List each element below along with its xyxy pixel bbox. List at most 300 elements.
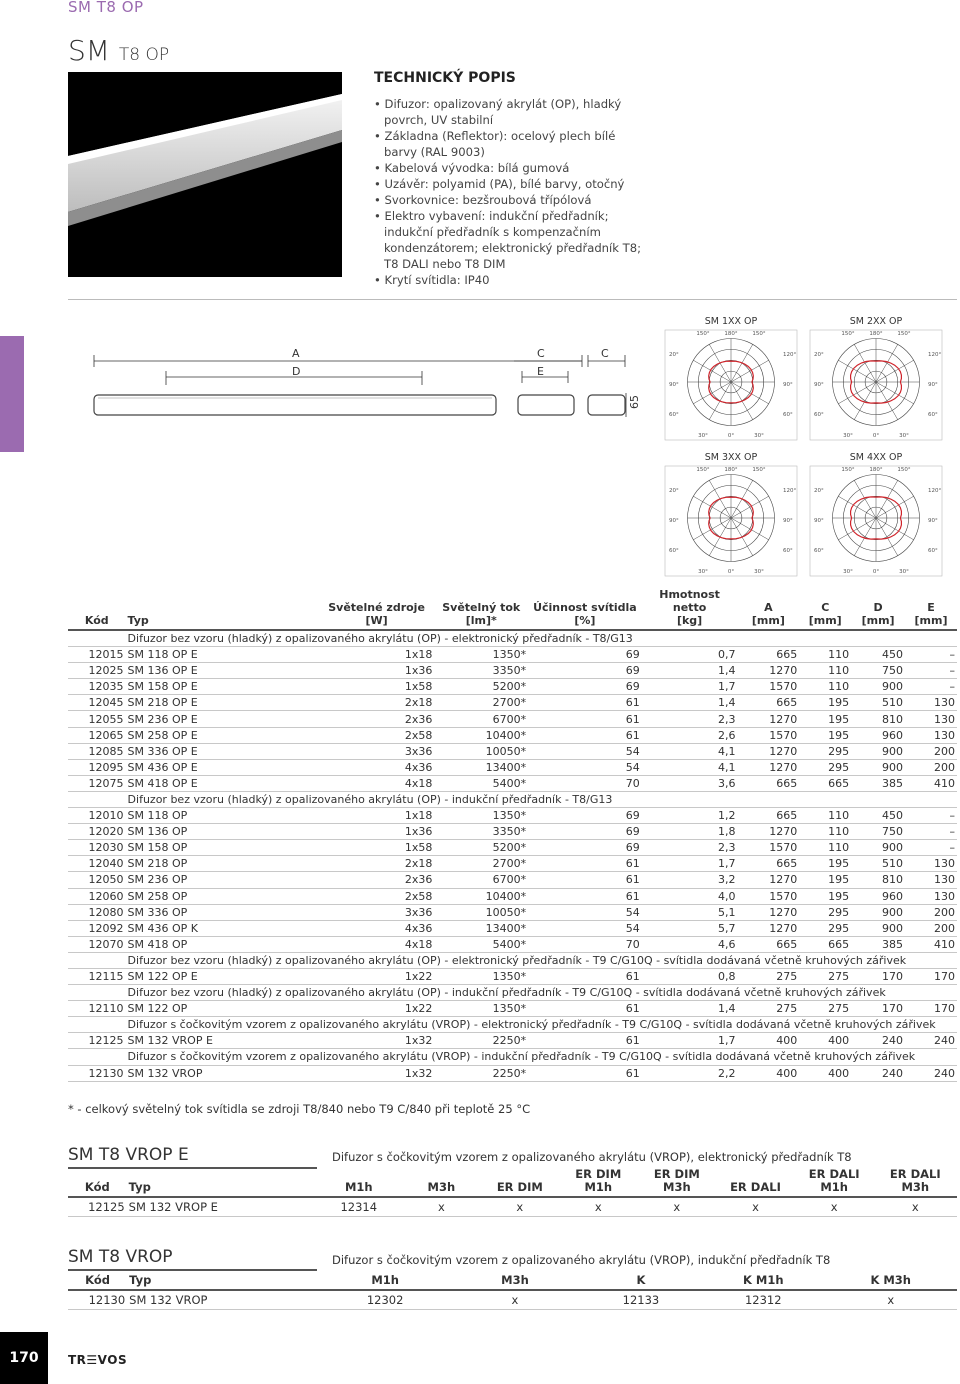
polar-angle: 180°	[869, 467, 883, 473]
table-cell: 69	[528, 647, 642, 663]
table-row	[68, 759, 957, 775]
polar-angle: 30°	[698, 569, 708, 575]
column-header: ER DIM	[481, 1167, 559, 1197]
table-cell: SM 132 VROP E	[126, 1033, 319, 1049]
table-cell: 170	[905, 968, 957, 984]
group-label: Difuzor bez vzoru (hladký) z opalizovaného akrylátu (OP) - elektronický předřadník - T8/G13	[126, 630, 957, 647]
polar-angle: 150°	[752, 467, 766, 473]
dim-d: D	[292, 365, 301, 378]
polar-label: SM 3XX OP	[704, 452, 758, 463]
table-cell: 1,4	[642, 1001, 738, 1017]
table-cell: 130	[905, 888, 957, 904]
table-cell: –	[905, 647, 957, 663]
table-cell: 12060	[68, 888, 126, 904]
table-cell: 61	[528, 1033, 642, 1049]
tech-item: • Elektro vybavení: indukční předřadník; indukční předřadník s kompenzačním kondenzátorem; elektronický předřadník T8; T8 DALI nebo T8 DIM	[374, 208, 650, 272]
table-cell: 5200*	[434, 840, 528, 856]
table-cell: SM 136 OP	[126, 824, 319, 840]
table-cell: 665	[737, 936, 799, 952]
table-cell: 12130	[68, 1290, 127, 1310]
polar-angle: 150°	[752, 331, 766, 337]
table-cell: 1,2	[642, 808, 738, 824]
divider	[68, 299, 957, 300]
table-cell: 12065	[68, 727, 126, 743]
table-cell: 12314	[315, 1197, 402, 1217]
table-cell: 400	[799, 1065, 851, 1081]
page-title	[68, 34, 169, 67]
table-row	[68, 808, 957, 824]
table-cell: 510	[851, 856, 905, 872]
table-cell: 12092	[68, 920, 126, 936]
table-cell: 69	[528, 808, 642, 824]
group-row	[68, 791, 957, 807]
table-cell: 5,7	[642, 920, 738, 936]
column-header: M1h	[315, 1167, 402, 1197]
table-cell: 1350*	[434, 968, 528, 984]
table-cell: 10400*	[434, 727, 528, 743]
table-cell: 12130	[68, 1065, 126, 1081]
polar-angle: 120°	[783, 352, 797, 358]
table-cell: 2250*	[434, 1033, 528, 1049]
table-cell: 61	[528, 968, 642, 984]
table-cell: 665	[799, 775, 851, 791]
table-cell: 1x58	[319, 679, 435, 695]
polar-angle: 150°	[696, 331, 710, 337]
group-label: Difuzor bez vzoru (hladký) z opalizovaného akrylátu (OP) - indukční předřadník - T9 C/G10Q - svítidla dodávaná včetně kruhových zářivek	[126, 985, 957, 1001]
table-cell: 61	[528, 888, 642, 904]
table-cell: 12050	[68, 872, 126, 888]
column-header: Typ	[126, 587, 319, 630]
group-row	[68, 952, 957, 968]
table-cell: SM 132 VROP E	[127, 1197, 316, 1217]
column-header: M3h	[450, 1273, 580, 1290]
table-cell: 195	[799, 711, 851, 727]
polar-angle: 90°	[928, 518, 938, 524]
table-cell: x	[638, 1197, 717, 1217]
table-row	[68, 840, 957, 856]
table-row	[68, 1065, 957, 1081]
dim-c1: C	[537, 347, 545, 360]
table-cell: 1270	[737, 904, 799, 920]
polar-angle: 20°	[814, 352, 824, 358]
table-cell: 810	[851, 711, 905, 727]
table-cell: SM 132 VROP	[127, 1290, 320, 1310]
table-cell: 1270	[737, 824, 799, 840]
table-cell: x	[716, 1197, 795, 1217]
table-cell: –	[905, 663, 957, 679]
table-cell: x	[481, 1197, 559, 1217]
table-cell: 2x18	[319, 695, 435, 711]
table-cell: 0,7	[642, 647, 738, 663]
table-cell: SM 436 OP K	[126, 920, 319, 936]
table-cell: 6700*	[434, 872, 528, 888]
table-cell: 275	[799, 968, 851, 984]
table-cell: 1x32	[319, 1065, 435, 1081]
table-cell: SM 218 OP	[126, 856, 319, 872]
column-header: K M3h	[824, 1273, 957, 1290]
tech-item: • Základna (Reflektor): ocelový plech bílé barvy (RAL 9003)	[374, 128, 650, 160]
dim-e: E	[537, 365, 544, 378]
table-cell: 240	[905, 1065, 957, 1081]
column-header: Typ	[127, 1273, 320, 1290]
column-header: ER DALI	[716, 1167, 795, 1197]
polar-diagram	[665, 452, 797, 576]
table-cell: 170	[905, 1001, 957, 1017]
table-cell: 900	[851, 759, 905, 775]
table-cell: 295	[799, 743, 851, 759]
polar-angle: 30°	[843, 433, 853, 439]
group-label: Difuzor bez vzoru (hladký) z opalizovaného akrylátu (OP) - elektronický předřadník - T9 C/G10Q - svítidla dodávaná včetně kruhových zářivek	[126, 952, 957, 968]
table-cell: 12125	[68, 1197, 127, 1217]
table-cell: 12035	[68, 679, 126, 695]
table-cell: 12095	[68, 759, 126, 775]
table-cell: 960	[851, 888, 905, 904]
polar-angle: 0°	[727, 433, 735, 439]
table-cell: –	[905, 840, 957, 856]
table-cell: 240	[851, 1065, 905, 1081]
polar-angle: 20°	[669, 488, 679, 494]
table-cell: 510	[851, 695, 905, 711]
table-cell: 1350*	[434, 1001, 528, 1017]
table-cell: 410	[905, 775, 957, 791]
table-row	[68, 663, 957, 679]
table-cell: 200	[905, 743, 957, 759]
table-cell: 110	[799, 663, 851, 679]
table-cell: 410	[905, 936, 957, 952]
table-cell: 61	[528, 711, 642, 727]
table-cell: 12075	[68, 775, 126, 791]
table-cell: x	[874, 1197, 957, 1217]
table-cell: 400	[737, 1065, 799, 1081]
table-cell: 4x18	[319, 936, 435, 952]
table-cell: 960	[851, 727, 905, 743]
table-cell: 1270	[737, 759, 799, 775]
table-cell: 900	[851, 840, 905, 856]
table-cell: 110	[799, 824, 851, 840]
table-cell: 1x18	[319, 647, 435, 663]
table-cell: SM 258 OP E	[126, 727, 319, 743]
table-cell: 195	[799, 695, 851, 711]
tech-item: • Kabelová vývodka: bílá gumová	[374, 160, 650, 176]
table-cell: SM 218 OP E	[126, 695, 319, 711]
table-cell: 61	[528, 856, 642, 872]
table-cell: SM 118 OP	[126, 808, 319, 824]
polar-angle: 30°	[698, 433, 708, 439]
table-cell: 385	[851, 775, 905, 791]
table-cell: 12115	[68, 968, 126, 984]
table-cell: 1x22	[319, 968, 435, 984]
column-header: Hmotnost netto [kg]	[642, 587, 738, 630]
table-cell: SM 122 OP E	[126, 968, 319, 984]
table-cell: 385	[851, 936, 905, 952]
table-cell: 54	[528, 743, 642, 759]
table-row	[68, 888, 957, 904]
table-cell: 1x36	[319, 824, 435, 840]
table-cell: x	[795, 1197, 874, 1217]
polar-angle: 30°	[843, 569, 853, 575]
polar-angle: 30°	[754, 569, 764, 575]
table-cell: 665	[737, 775, 799, 791]
column-header: D [mm]	[851, 587, 905, 630]
table-cell: 12085	[68, 743, 126, 759]
polar-label: SM 1XX OP	[704, 316, 758, 327]
vrop-underline	[68, 1269, 317, 1271]
polar-label: SM 4XX OP	[849, 452, 903, 463]
group-row	[68, 985, 957, 1001]
table-cell: SM 418 OP	[126, 936, 319, 952]
table-cell: 130	[905, 711, 957, 727]
table-cell: 61	[528, 695, 642, 711]
running-header: SM T8 OP	[68, 0, 144, 16]
polar-angle: 30°	[899, 569, 909, 575]
table-cell: 4,0	[642, 888, 738, 904]
column-header: M3h	[402, 1167, 481, 1197]
column-header: Kód	[68, 1167, 127, 1197]
table-cell: 12010	[68, 808, 126, 824]
polar-angle: 60°	[783, 412, 793, 418]
table-cell: 1x18	[319, 808, 435, 824]
table-cell: 13400*	[434, 920, 528, 936]
table-row	[68, 968, 957, 984]
table-cell: 295	[799, 920, 851, 936]
table-cell: 295	[799, 904, 851, 920]
table-cell: –	[905, 808, 957, 824]
polar-angle: 60°	[928, 548, 938, 554]
table-row	[68, 920, 957, 936]
table-cell: SM 236 OP E	[126, 711, 319, 727]
polar-angle: 0°	[872, 433, 880, 439]
table-cell: 10050*	[434, 743, 528, 759]
table-cell: 1350*	[434, 647, 528, 663]
group-label: Difuzor s čočkovitým vzorem z opalizovaného akrylátu (VROP) - elektronický předřadník - T9 C/G10Q - svítidla dodávaná včetně kruhových zářivek	[126, 1017, 957, 1033]
table-cell: 240	[905, 1033, 957, 1049]
vrop-table	[68, 1273, 957, 1310]
table-cell: 5400*	[434, 775, 528, 791]
column-header: M1h	[320, 1273, 450, 1290]
table-cell: 275	[737, 968, 799, 984]
table-row	[68, 824, 957, 840]
polar-angle: 120°	[783, 488, 797, 494]
table-cell: 10050*	[434, 904, 528, 920]
tech-heading: TECHNICKÝ POPIS	[374, 70, 516, 86]
table-cell: 1,4	[642, 663, 738, 679]
table-cell: 13400*	[434, 759, 528, 775]
polar-angle: 60°	[928, 412, 938, 418]
table-row	[68, 1033, 957, 1049]
table-cell: 69	[528, 663, 642, 679]
table-cell: 665	[737, 647, 799, 663]
table-cell: SM 336 OP E	[126, 743, 319, 759]
table-cell: 70	[528, 775, 642, 791]
table-row	[68, 647, 957, 663]
vrop-title: SM T8 VROP	[68, 1247, 173, 1267]
column-header: ER DALI M1h	[795, 1167, 874, 1197]
dim-c2: C	[601, 347, 609, 360]
vrop-e-title: SM T8 VROP E	[68, 1145, 189, 1165]
polar-angle: 60°	[669, 412, 679, 418]
table-cell: SM 436 OP E	[126, 759, 319, 775]
table-cell: 3x36	[319, 743, 435, 759]
polar-angle: 90°	[669, 518, 679, 524]
column-header: Světelné zdroje [W]	[319, 587, 435, 630]
table-cell: 12020	[68, 824, 126, 840]
table-cell: SM 236 OP	[126, 872, 319, 888]
table-row	[68, 743, 957, 759]
table-cell: 1270	[737, 711, 799, 727]
technical-drawing	[68, 305, 957, 585]
column-header: K M1h	[702, 1273, 824, 1290]
polar-angle: 90°	[814, 382, 824, 388]
title-suffix: T8 OP	[118, 45, 170, 65]
column-header: Světelný tok [lm]*	[434, 587, 528, 630]
table-cell: 2700*	[434, 856, 528, 872]
table-cell: 5,1	[642, 904, 738, 920]
table-row	[68, 1001, 957, 1017]
polar-angle: 150°	[696, 467, 710, 473]
table-cell: 900	[851, 920, 905, 936]
table-cell: 295	[799, 759, 851, 775]
table-row	[68, 872, 957, 888]
table-cell: 12055	[68, 711, 126, 727]
column-header: Účinnost svítidla [%]	[528, 587, 642, 630]
table-cell: 2x58	[319, 727, 435, 743]
table-cell: 61	[528, 727, 642, 743]
table-cell: 54	[528, 904, 642, 920]
table-cell: 1,7	[642, 856, 738, 872]
table-cell: 170	[851, 968, 905, 984]
table-cell: 54	[528, 920, 642, 936]
table-cell: 3x36	[319, 904, 435, 920]
table-cell: 1x22	[319, 1001, 435, 1017]
group-row	[68, 630, 957, 647]
table-row	[68, 695, 957, 711]
polar-angle: 150°	[841, 331, 855, 337]
polar-angle: 0°	[872, 569, 880, 575]
table-cell: 200	[905, 759, 957, 775]
polar-angle: 90°	[814, 518, 824, 524]
table-cell: x	[824, 1290, 957, 1310]
vrop-e-table	[68, 1167, 957, 1217]
table-cell: SM 418 OP E	[126, 775, 319, 791]
table-cell: 3,2	[642, 872, 738, 888]
table-cell: 1570	[737, 727, 799, 743]
table-cell: 275	[799, 1001, 851, 1017]
column-header: E [mm]	[905, 587, 957, 630]
column-header: ER DIM M1h	[559, 1167, 638, 1197]
table-cell: 2,2	[642, 1065, 738, 1081]
table-cell: 195	[799, 727, 851, 743]
table-cell: 4x36	[319, 759, 435, 775]
table-cell: 195	[799, 888, 851, 904]
brand-logo: TR☰VOS	[68, 1353, 128, 1367]
polar-angle: 20°	[669, 352, 679, 358]
table-cell: 750	[851, 824, 905, 840]
polar-angle: 90°	[783, 518, 793, 524]
polar-angle: 60°	[814, 548, 824, 554]
table-cell: 12312	[702, 1290, 824, 1310]
table-cell: 2x18	[319, 856, 435, 872]
table-row	[68, 775, 957, 791]
table-cell: 110	[799, 679, 851, 695]
column-header: Typ	[127, 1167, 316, 1197]
table-cell: 1,8	[642, 824, 738, 840]
table-cell: 195	[799, 872, 851, 888]
table-cell: SM 158 OP	[126, 840, 319, 856]
polar-angle: 90°	[928, 382, 938, 388]
tech-item: • Svorkovnice: bezšroubová třípólová	[374, 192, 650, 208]
table-row	[68, 727, 957, 743]
table-row	[68, 856, 957, 872]
table-cell: 1570	[737, 888, 799, 904]
dim-height: 65	[628, 395, 641, 409]
polar-diagram	[665, 316, 797, 440]
table-cell: x	[559, 1197, 638, 1217]
table-cell: 3350*	[434, 824, 528, 840]
table-cell: 130	[905, 856, 957, 872]
table-cell: 2,3	[642, 711, 738, 727]
table-cell: 12040	[68, 856, 126, 872]
polar-angle: 30°	[754, 433, 764, 439]
table-cell: 2,3	[642, 840, 738, 856]
polar-angle: 180°	[724, 467, 738, 473]
table-cell: 5200*	[434, 679, 528, 695]
table-cell: 900	[851, 679, 905, 695]
dim-a: A	[292, 347, 300, 360]
table-cell: 4,1	[642, 743, 738, 759]
table-cell: 665	[799, 936, 851, 952]
polar-angle: 150°	[897, 467, 911, 473]
polar-label: SM 2XX OP	[849, 316, 903, 327]
polar-angle: 120°	[928, 352, 942, 358]
table-cell: 12030	[68, 840, 126, 856]
table-cell: 12080	[68, 904, 126, 920]
table-cell: 400	[737, 1033, 799, 1049]
tech-item: • Krytí svítidla: IP40	[374, 272, 650, 288]
polar-angle: 120°	[928, 488, 942, 494]
tech-item: • Uzávěr: polyamid (PA), bílé barvy, otočný	[374, 176, 650, 192]
table-cell: 450	[851, 647, 905, 663]
tech-item: • Difuzor: opalizovaný akrylát (OP), hladký povrch, UV stabilní	[374, 96, 650, 128]
table-row	[68, 711, 957, 727]
table-cell: 61	[528, 1065, 642, 1081]
table-cell: SM 118 OP E	[126, 647, 319, 663]
table-cell: 5400*	[434, 936, 528, 952]
table-cell: 69	[528, 840, 642, 856]
table-cell: 12015	[68, 647, 126, 663]
table-cell: 130	[905, 872, 957, 888]
polar-angle: 180°	[869, 331, 883, 337]
table-cell: 1,7	[642, 1033, 738, 1049]
column-header: Kód	[68, 587, 126, 630]
table-cell: –	[905, 679, 957, 695]
group-row	[68, 1017, 957, 1033]
table-cell: 2250*	[434, 1065, 528, 1081]
table-cell: 1x32	[319, 1033, 435, 1049]
table-row	[68, 936, 957, 952]
table-cell: 1570	[737, 679, 799, 695]
table-cell: SM 132 VROP	[126, 1065, 319, 1081]
table-cell: 665	[737, 808, 799, 824]
table-row	[68, 1290, 957, 1310]
table-cell: 900	[851, 743, 905, 759]
table-cell: 810	[851, 872, 905, 888]
vrop-desc: Difuzor s čočkovitým vzorem z opalizovaného akrylátu (VROP), indukční předřadník T8	[332, 1253, 831, 1267]
page-number: 170	[0, 1332, 48, 1384]
table-cell: 170	[851, 1001, 905, 1017]
table-cell: 4,1	[642, 759, 738, 775]
polar-diagram	[810, 316, 942, 440]
polar-angle: 90°	[669, 382, 679, 388]
